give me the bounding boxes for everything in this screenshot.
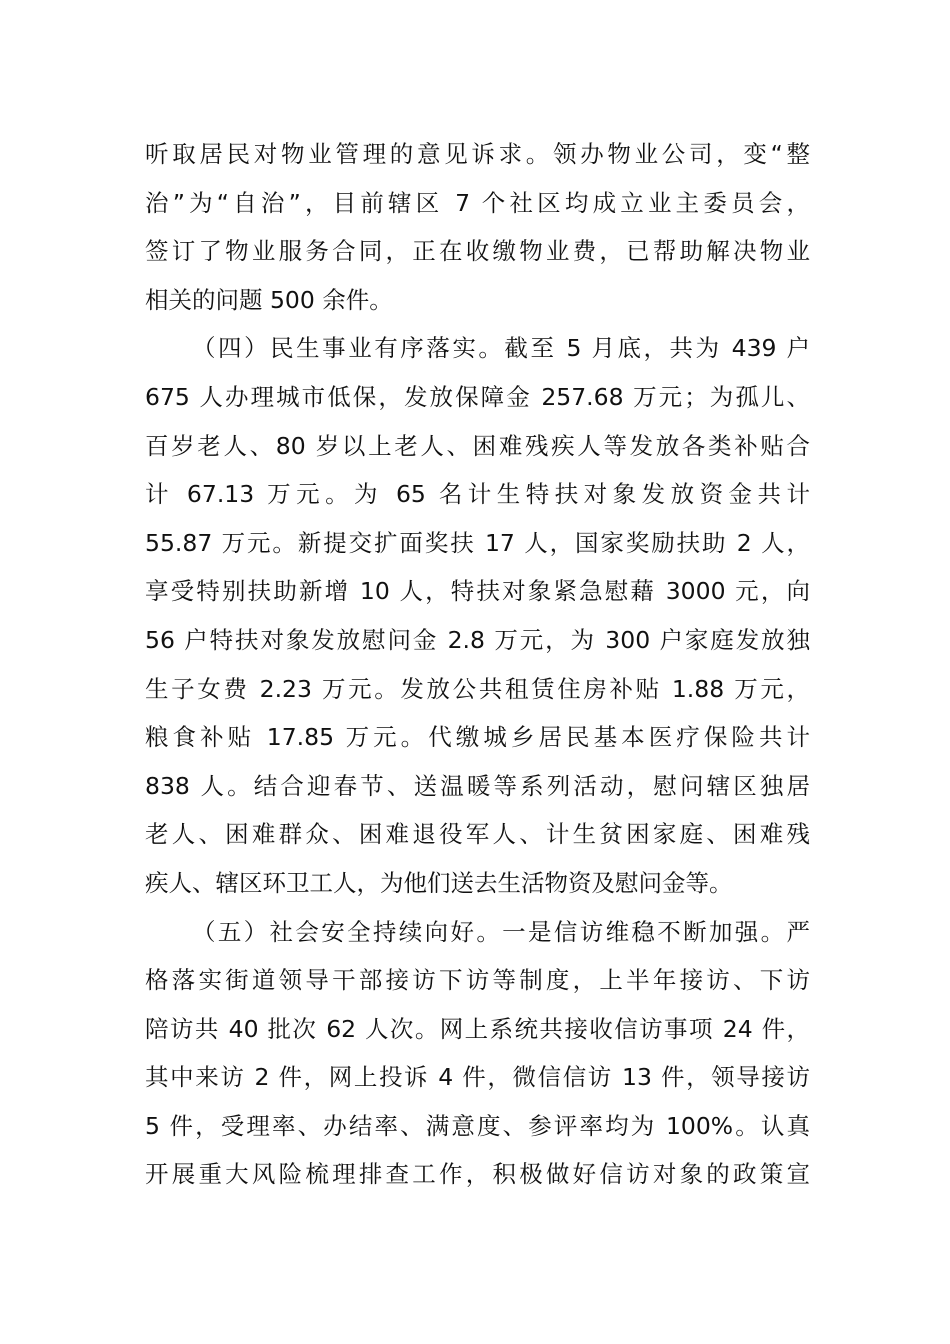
text-line: 签订了物业服务合同，正在收缴物业费，已帮助解决物业 xyxy=(145,237,810,266)
text-line: 享受特别扶助新增 10 人，特扶对象紧急慰藉 3000 元，向 xyxy=(145,577,810,606)
text-line: 陪访共 40 批次 62 人次。网上系统共接收信访事项 24 件， xyxy=(145,1014,810,1043)
text-line: 55.87 万元。新提交扩面奖扶 17 人，国家奖励扶助 2 人， xyxy=(145,528,810,557)
text-line: 675 人办理城市低保，发放保障金 257.68 万元；为孤儿、 xyxy=(145,382,810,411)
section-heading-line: （四）民生事业有序落实。截至 5 月底，共为 439 户 xyxy=(192,334,810,363)
text-line: 5 件，受理率、办结率、满意度、参评率均为 100%。认真 xyxy=(145,1111,810,1140)
text-line: 治”为“自治”，目前辖区 7 个社区均成立业主委员会， xyxy=(145,188,810,217)
text-line: 开展重大风险梳理排查工作，积极做好信访对象的政策宣 xyxy=(145,1160,810,1189)
text-line: 计 67.13 万元。为 65 名计生特扶对象发放资金共计 xyxy=(145,480,810,509)
body-text xyxy=(145,130,810,1199)
text-line: 生子女费 2.23 万元。发放公共租赁住房补贴 1.88 万元， xyxy=(145,674,810,703)
text-line: 疾人、辖区环卫工人，为他们送去生活物资及慰问金等。 xyxy=(145,868,733,897)
text-line: 838 人。结合迎春节、送温暖等系列活动，慰问辖区独居 xyxy=(145,771,810,800)
text-line: 相关的问题 500 余件。 xyxy=(145,285,393,314)
text-line: 粮食补贴 17.85 万元。代缴城乡居民基本医疗保险共计 xyxy=(145,723,810,752)
text-line: 听取居民对物业管理的意见诉求。领办物业公司，变“整 xyxy=(145,140,810,168)
section-heading-line: （五）社会安全持续向好。一是信访维稳不断加强。严 xyxy=(192,917,810,946)
text-line: 格落实街道领导干部接访下访等制度，上半年接访、下访 xyxy=(145,966,810,995)
text-line: 56 户特扶对象发放慰问金 2.8 万元，为 300 户家庭发放独 xyxy=(145,625,810,654)
text-line: 其中来访 2 件，网上投诉 4 件，微信信访 13 件，领导接访 xyxy=(145,1063,810,1092)
text-line: 老人、困难群众、困难退役军人、计生贫困家庭、困难残 xyxy=(145,820,810,849)
text-line: 百岁老人、80 岁以上老人、困难残疾人等发放各类补贴合 xyxy=(145,431,810,460)
